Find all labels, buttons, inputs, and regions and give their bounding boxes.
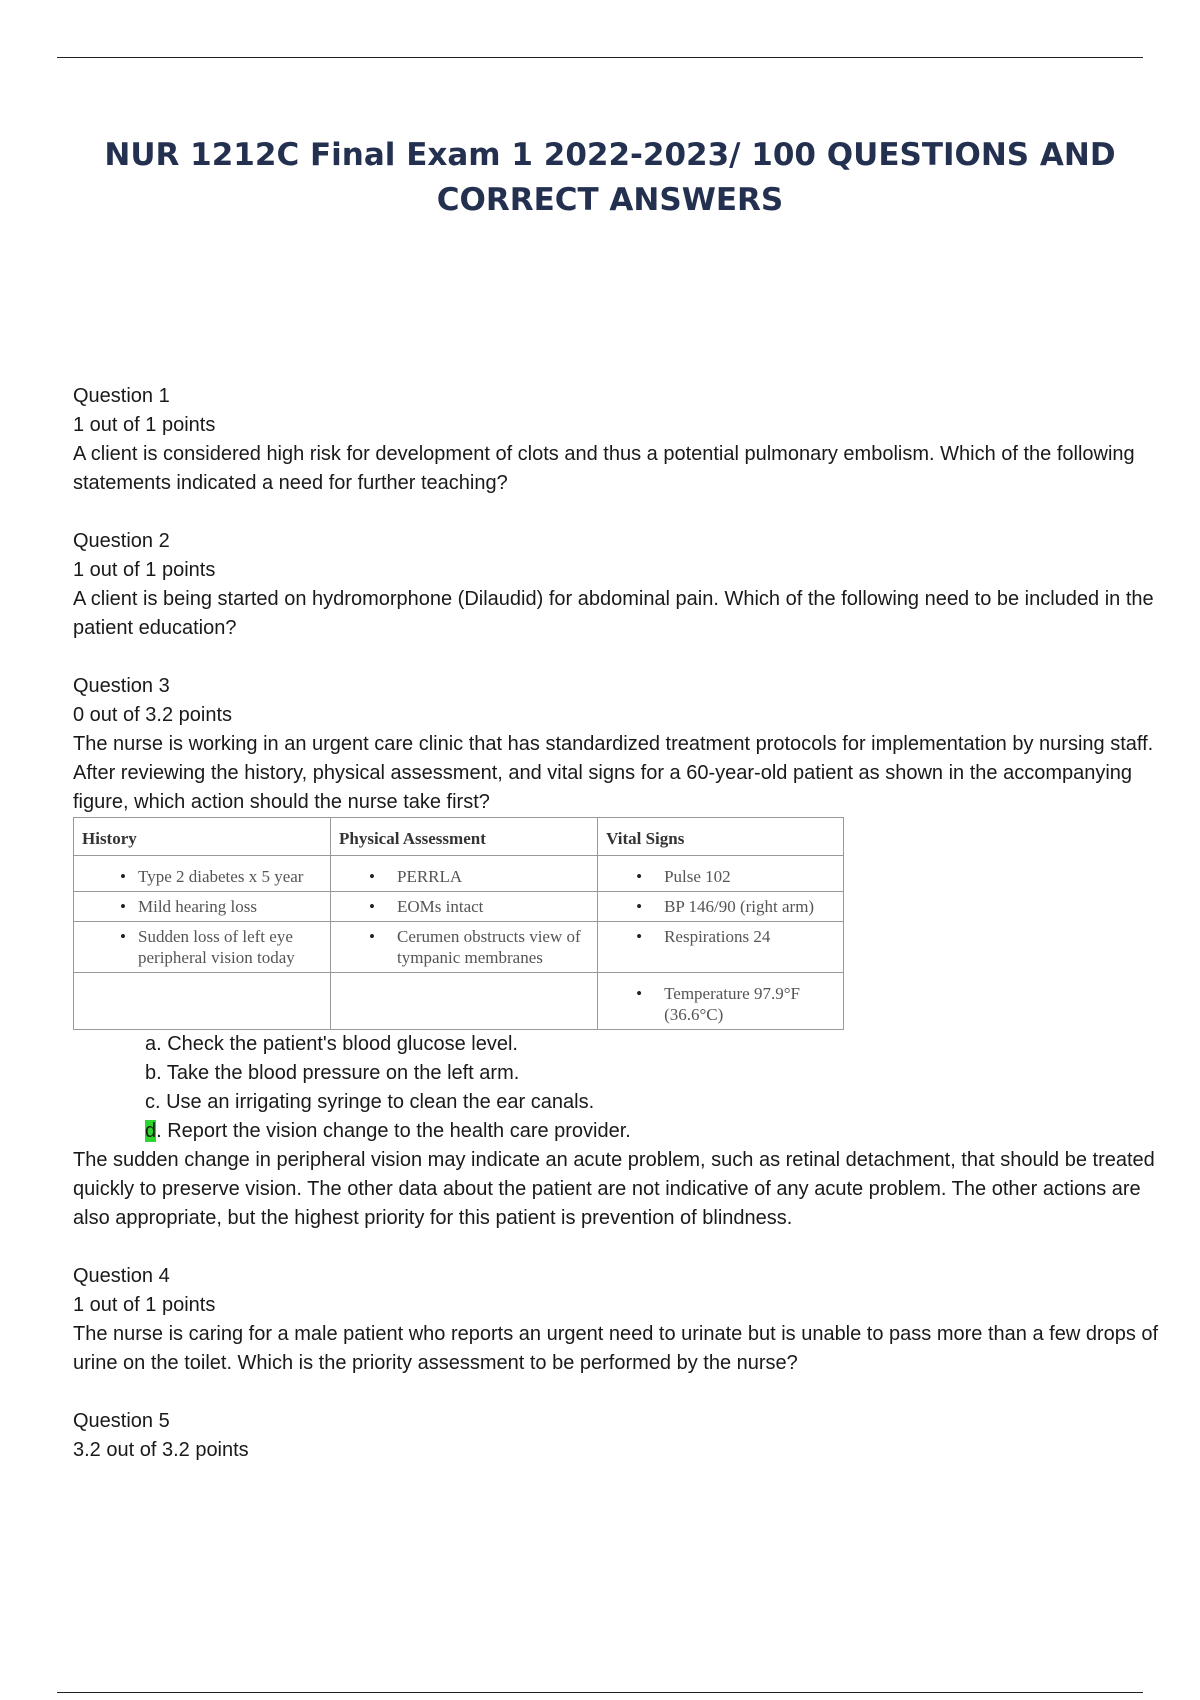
question-text: The nurse is caring for a male patient who reports an urgent need to urinate but is unable to pass more than a few drops of urine on the toilet. Which is the priority assessment to be performed by the nurse? xyxy=(73,1323,1159,1374)
question-2 xyxy=(73,527,1163,643)
cell-text: Type 2 diabetes x 5 year xyxy=(138,867,304,886)
column-header-vital-signs: Vital Signs xyxy=(598,818,844,856)
question-label: Question 3 xyxy=(73,675,170,697)
cell-text: Respirations 24 xyxy=(664,927,771,946)
option-letter: c xyxy=(145,1091,155,1113)
question-1 xyxy=(73,382,1163,498)
table-cell xyxy=(74,856,331,892)
table-cell xyxy=(74,892,331,922)
cell-text: BP 146/90 (right arm) xyxy=(664,897,815,916)
table-row xyxy=(74,892,844,922)
column-header-physical-assessment: Physical Assessment xyxy=(331,818,598,856)
answer-option-c xyxy=(145,1088,1163,1117)
cell-text: PERRLA xyxy=(397,867,463,886)
bullet-icon: • xyxy=(636,867,643,886)
table-cell xyxy=(74,922,331,973)
question-4 xyxy=(73,1262,1163,1378)
bullet-icon: • xyxy=(369,927,375,946)
table-cell xyxy=(598,856,844,892)
document-body xyxy=(73,382,1163,1465)
table-cell xyxy=(598,922,844,973)
table-row xyxy=(74,856,844,892)
table-cell xyxy=(598,892,844,922)
question-3 xyxy=(73,672,1163,1233)
answer-option-d xyxy=(145,1117,1163,1146)
cell-text: Temperature 97.9°F (36.6°C) xyxy=(664,984,800,1024)
question-text: A client is considered high risk for development of clots and thus a potential pulmonary embolism. Which of the following statements indicated a need for further teaching? xyxy=(73,443,1135,494)
table-cell xyxy=(331,973,598,1030)
bottom-rule xyxy=(57,1692,1143,1693)
cell-text: EOMs intact xyxy=(397,897,484,916)
question-points: 1 out of 1 points xyxy=(73,559,216,581)
bullet-icon: • xyxy=(369,867,375,886)
document-title: NUR 1212C Final Exam 1 2022-2023/ 100 QUESTIONS AND CORRECT ANSWERS xyxy=(104,137,1116,218)
correct-answer-highlight: d xyxy=(145,1120,157,1142)
bullet-icon: • xyxy=(120,897,126,916)
answer-rationale: The sudden change in peripheral vision may indicate an acute problem, such as retinal detachment, that should be treated quickly to preserve vision. The other data about the patient are not indicative of any acute problem. The other actions are also appropriate, but the highest priority for this patient is prevention of blindness. xyxy=(73,1149,1155,1229)
question-text: The nurse is working in an urgent care clinic that has standardized treatment protocols for implementation by nursing staff. After reviewing the history, physical assessment, and vital signs for a 60-year-old patient as shown in the accompanying figure, which action should the nurse take first? xyxy=(73,733,1154,813)
bullet-icon: • xyxy=(369,897,375,916)
question-label: Question 1 xyxy=(73,385,170,407)
bullet-icon: • xyxy=(636,984,643,1003)
column-header-history: History xyxy=(74,818,331,856)
table-header-row xyxy=(74,818,844,856)
question-5 xyxy=(73,1407,1163,1465)
cell-text: Sudden loss of left eye peripheral vision today xyxy=(138,927,295,967)
question-points: 0 out of 3.2 points xyxy=(73,704,233,726)
answer-option-a xyxy=(145,1030,1163,1059)
bullet-icon: • xyxy=(636,897,643,916)
option-letter: a xyxy=(145,1033,157,1055)
option-text: . Use an irrigating syringe to clean the ear canals. xyxy=(155,1091,595,1113)
table-cell xyxy=(331,856,598,892)
question-label: Question 4 xyxy=(73,1265,170,1287)
table-cell xyxy=(331,922,598,973)
cell-text: Cerumen obstructs view of tympanic membranes xyxy=(397,927,581,967)
question-label: Question 2 xyxy=(73,530,170,552)
option-text: . Check the patient's blood glucose level. xyxy=(156,1033,518,1055)
cell-text: Mild hearing loss xyxy=(138,897,257,916)
bullet-icon: • xyxy=(120,867,126,886)
table-cell xyxy=(331,892,598,922)
bullet-icon: • xyxy=(120,927,126,946)
table-cell xyxy=(598,973,844,1030)
table-cell xyxy=(74,973,331,1030)
table-row xyxy=(74,922,844,973)
answer-option-b xyxy=(145,1059,1163,1088)
cell-text: Pulse 102 xyxy=(664,867,731,886)
question-points: 1 out of 1 points xyxy=(73,1294,216,1316)
table-row xyxy=(74,973,844,1030)
question-text: A client is being started on hydromorphone (Dilaudid) for abdominal pain. Which of the following need to be included in the patient education? xyxy=(73,588,1154,639)
option-text: . Report the vision change to the health care provider. xyxy=(156,1120,631,1142)
option-text: . Take the blood pressure on the left arm. xyxy=(156,1062,520,1084)
option-letter: b xyxy=(145,1062,157,1084)
answer-options xyxy=(73,1030,1163,1146)
question-points: 3.2 out of 3.2 points xyxy=(73,1439,249,1461)
question-label: Question 5 xyxy=(73,1410,170,1432)
top-rule xyxy=(57,57,1143,58)
assessment-figure-table xyxy=(73,817,844,1030)
bullet-icon: • xyxy=(636,927,643,946)
question-points: 1 out of 1 points xyxy=(73,414,216,436)
